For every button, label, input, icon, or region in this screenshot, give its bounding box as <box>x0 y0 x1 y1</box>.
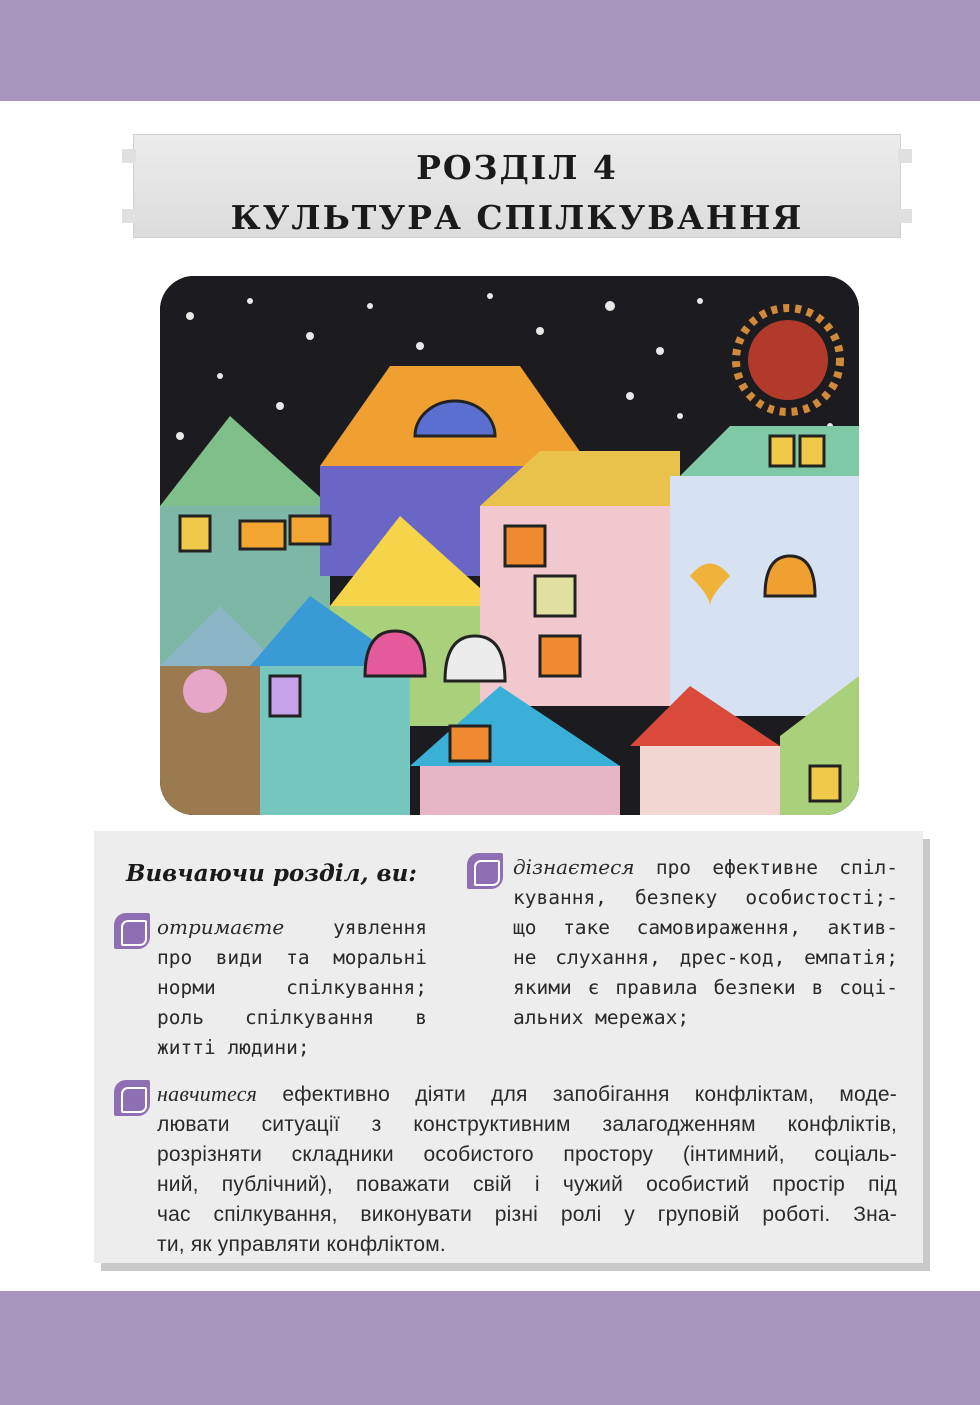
bottom-color-band <box>0 1291 980 1405</box>
objective-text: не слухання, дрес-код, емпатія; <box>513 946 898 969</box>
village-houses-painting <box>160 276 859 815</box>
rounded-square-bullet-icon <box>114 913 150 949</box>
objective-item-1 <box>157 912 427 1063</box>
chapter-title <box>122 143 912 243</box>
chapter-banner <box>122 127 912 245</box>
objective-text: якими є правила безпеки в соці- <box>513 976 898 999</box>
objective-text: ний, публічний), поважати свій і чужий особистий простір під <box>157 1173 897 1196</box>
chapter-number: РОЗДІЛ 4 <box>416 148 618 187</box>
objective-text: що таке самовираження, актив- <box>513 916 898 939</box>
objective-text: альних мережах; <box>513 1006 690 1029</box>
objective-item-2 <box>513 852 898 1033</box>
chapter-name: КУЛЬТУРА СПІЛКУВАННЯ <box>230 198 804 237</box>
objective-text: ефективно діяти для запобігання конфліктам, моде- <box>257 1083 897 1106</box>
top-color-band <box>0 0 980 101</box>
objective-text: уявлення <box>284 916 427 939</box>
objective-keyword: отримаєте <box>157 915 285 939</box>
rounded-square-bullet-icon <box>467 853 503 889</box>
objective-text: розрізняти складники особистого простору (інтимний, соціаль- <box>157 1143 897 1166</box>
rounded-square-bullet-icon <box>114 1080 150 1116</box>
painting-illustration <box>160 276 859 815</box>
objective-keyword: навчитеся <box>157 1081 258 1106</box>
lead-text: Вивчаючи розділ, ви: <box>126 860 417 887</box>
objective-item-3 <box>157 1079 897 1260</box>
objective-text: житті людини; <box>157 1036 310 1059</box>
objective-keyword: дізнаєтеся <box>513 855 635 879</box>
objective-text: про ефективне спіл- <box>634 856 898 879</box>
objective-text: лювати ситуації з конструктивним залагодженням конфліктів, <box>157 1113 897 1136</box>
objective-text: роль спілкування в <box>157 1006 427 1029</box>
objective-text: про види та моральні <box>157 946 427 969</box>
objective-text: кування, безпеку особистості;- <box>513 886 898 909</box>
objective-text: час спілкування, виконувати різні ролі у груповій роботі. Зна- <box>157 1203 897 1226</box>
objective-text: норми спілкування; <box>157 976 427 999</box>
objective-text: ти, як управляти конфліктом. <box>157 1233 446 1256</box>
